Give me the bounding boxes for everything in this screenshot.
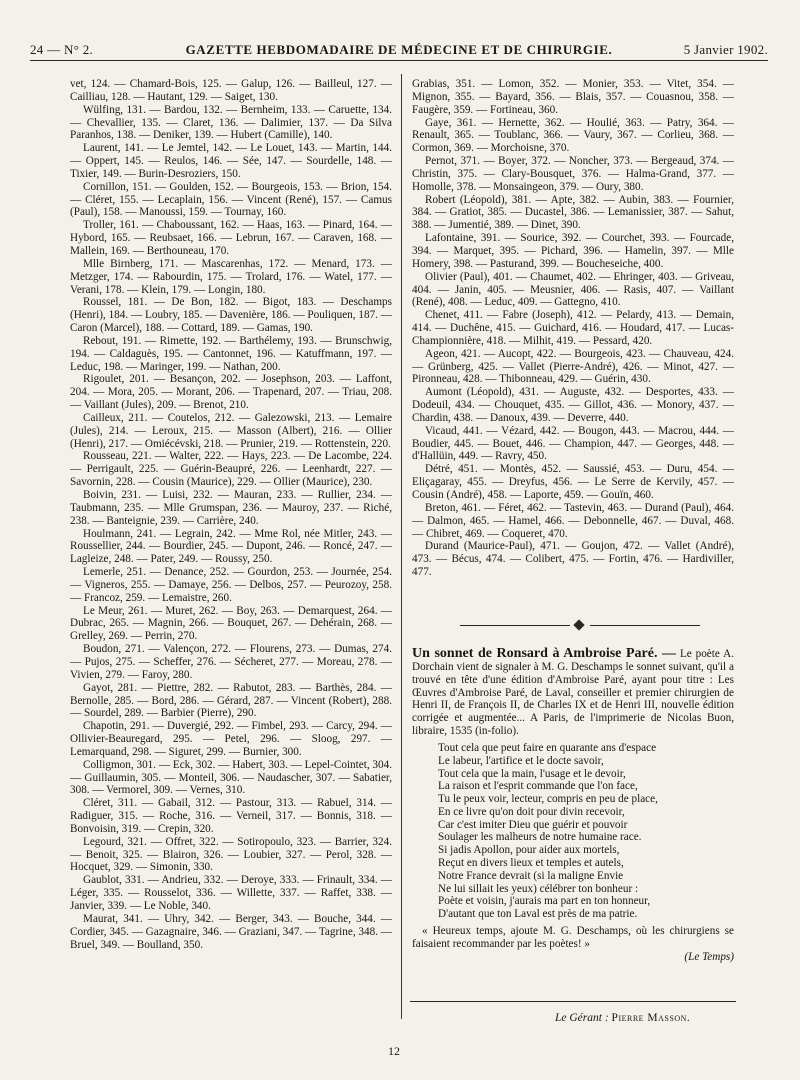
name-list-paragraph: Détré, 451. — Montès, 452. — Saussié, 453. — Duru, 454. — Eliçagaray, 455. — Dreyfus, 456. — Le Serre de Kervily, 457. — Cousin (André), 458. — Laporte, 459. — Gouïn, 460. — [412, 463, 734, 501]
poem-line: Poète et voisin, j'aurais ma part en ton honneur, — [438, 895, 651, 908]
name-list-paragraph: Colligmon, 301. — Eck, 302. — Habert, 303. — Lepel-Cointet, 304. — Guillaumin, 305. — Monteil, 306. — Naudascher, 307. — Sabatier, 308. — Vermorel, 309. — Vernes, 310. — [70, 758, 392, 797]
poem-line: La raison et l'esprit commande que l'on face, — [438, 780, 638, 793]
name-list-paragraph: Vicaud, 441. — Vézard, 442. — Bougon, 443. — Macrou, 444. — Boudier, 445. — Bouet, 446. — Champion, 447. — Georges, 448. — d'Hallüin, 449. — Ravry, 450. — [412, 424, 734, 463]
poem-line: Le labeur, l'artifice et le docte savoir, — [438, 754, 604, 767]
journal-title: GAZETTE HEBDOMADAIRE DE MÉDECINE ET DE CHIRURGIE. — [185, 42, 613, 57]
page-reference: 24 — N° 2. — [30, 42, 94, 57]
name-list-paragraph: Gayot, 281. — Piettre, 282. — Rabutot, 283. — Barthès, 284. — Bernolle, 285. — Bord, 286. — Gérard, 287. — Vincent (Robert), 288. — Sourdel, 289. — Barbier (Pierre), 290. — [70, 681, 392, 720]
name-list-paragraph: Lafontaine, 391. — Sourice, 392. — Courchet, 393. — Fourcade, 394. — Marquet, 395. — Pichard, 396. — Hamelin, 397. — Mlle Homery, 398. — Pasturand, 399. — Boucheseiche, 400. — [412, 232, 734, 270]
name-list-paragraph: Gaublot, 331. — Andrieu, 332. — Deroye, 333. — Frinault, 334. — Léger, 335. — Rousselot, 336. — Willette, 337. — Raffet, 338. — Janvier, 339. — Le Noble, 340. — [70, 874, 392, 912]
name-list-paragraph: Roussel, 181. — De Bon, 182. — Bigot, 183. — Deschamps (Henri), 184. — Loubry, 185. — Davenière, 186. — Pouliquen, 187. — Caron (Marcel), 188. — Cottard, 189. — Gamas, 190. — [70, 296, 392, 335]
name-list-paragraph: Cléret, 311. — Gabail, 312. — Pastour, 313. — Rabuel, 314. — Radiguer, 315. — Roche, 316. — Verneil, 317. — Bonnis, 318. — Bonvoisin, 319. — Crepin, 320. — [70, 797, 392, 835]
poem-line: D'autant que ton Laval est près de ma patrie. — [438, 908, 638, 921]
name-list-paragraph: Robert (Léopold), 381. — Apte, 382. — Aubin, 383. — Fournier, 384. — Gratiot, 385. — Ducastel, 386. — Lemanissier, 387. — Sahut, 388. — Jumentié, 389. — Dinet, 390. — [412, 193, 734, 232]
name-list-paragraph: Mlle Birnberg, 171. — Mascarenhas, 172. — Menard, 173. — Metzger, 174. — Rabourdin, 175. — Trolard, 176. — Watel, 177. — Verani, 178. — Klein, 179. — Longin, 180. — [70, 257, 392, 296]
column-divider — [401, 74, 402, 1019]
article-closing: « Heureux temps, ajoute M. G. Deschamps, où les chirurgiens se faisaient recommander par les poètes! » — [412, 925, 734, 950]
poem-line: Tout cela que la main, l'usage et le devoir, — [438, 767, 626, 780]
name-list-paragraph: Rebout, 191. — Rimette, 192. — Barthélemy, 193. — Brunschwig, 194. — Caldaguès, 195. — Cantonnet, 196. — Katuffmann, 197. — Leduc, 198. — Maringer, 199. — Nathan, 200. — [70, 334, 392, 373]
name-list-paragraph: Laurent, 141. — Le Jemtel, 142. — Le Louet, 143. — Martin, 144. — Oppert, 145. — Reulos, 146. — Sée, 147. — Sourdelle, 148. — Tixier, 149. — Burin-Desroziers, 150. — [70, 142, 392, 180]
name-list-paragraph: Maurat, 341. — Uhry, 342. — Berger, 343. — Bouche, 344. — Cordier, 345. — Gazagnaire, 346. — Graziani, 347. — Tagrine, 348. — Bruel, 349. — Boulland, 350. — [70, 912, 392, 951]
name-list-paragraph: Cailleux, 211. — Coutelos, 212. — Galezowski, 213. — Lemaire (Jules), 214. — Leroux, 215. — Masson (Albert), 216. — Ollier (Henri), 217. — Omiécévski, 218. — Prunier, 219. — Rottenstein, 220. — [70, 411, 392, 450]
name-list-paragraph: Boudon, 271. — Valençon, 272. — Flourens, 273. — Dumas, 274. — Pujos, 275. — Scheffer, 276. — Sécheret, 277. — Moreau, 278. — Vivien, 279. — Faroy, 280. — [70, 643, 392, 681]
name-list-paragraph: Gaye, 361. — Hernette, 362. — Houlié, 363. — Patry, 364. — Renault, 365. — Toublanc, 366. — Vaury, 367. — Corlieu, 368. — Cormon, 369. — Morchoisne, 370. — [412, 116, 734, 155]
name-list-paragraph: Troller, 161. — Chaboussant, 162. — Haas, 163. — Pinard, 164. — Hybord, 165. — Reubsaet, 166. — Lebrun, 167. — Caraven, 168. — Mallein, 169. — Berthouneau, 170. — [70, 219, 392, 257]
ornament-diamond-icon — [573, 619, 584, 630]
name-list-paragraph: Ageon, 421. — Aucopt, 422. — Bourgeois, 423. — Chauveau, 424. — Grünberg, 425. — Vallet (Pierre-André), 426. — Minot, 427. — Pironneau, 428. — Thibonneau, 429. — Guérin, 430. — [412, 347, 734, 386]
article-source: (Le Temps) — [684, 950, 734, 963]
publisher-signature — [555, 1012, 690, 1024]
article-intro: Le poète A. Dorchain vient de signaler à M. G. Deschamps le sonnet suivant, qu'il a trouvé en tête d'une édition d'Ambroise Paré, ayant pour titre : Les Œuvres d'Ambroise Paré, de Laval, conseiller et premier chirurgien de Henri II, de François II, de Charles IX et de Henri III, nouvelle édition corrigée et augmentée... A Paris, de l'imprimerie de Nicolas Buon, libraire, 1535 (in-folio). — [412, 648, 734, 738]
name-list-paragraph: Rousseau, 221. — Walter, 222. — Hays, 223. — De Lacombe, 224. — Perrigault, 225. — Guérin-Beaupré, 226. — Leenhardt, 227. — Savornin, 228. — Cousin (Maurice), 229. — Ollier (Maurice), 230. — [70, 450, 392, 489]
name-list-paragraph: Durand (Maurice-Paul), 471. — Goujon, 472. — Vallet (André), 473. — Bécus, 474. — Colibert, 475. — Fortin, 476. — Hardiviller, 477. — [412, 540, 734, 579]
name-list-paragraph: Legourd, 321. — Offret, 322. — Sotiropoulo, 323. — Barrier, 324. — Benoit, 325. — Blairon, 326. — Loubier, 327. — Perol, 328. — Hocquet, 329. — Simonin, 330. — [70, 835, 392, 874]
name-list-paragraph: Lemerle, 251. — Denance, 252. — Gourdon, 253. — Journée, 254. — Vigneros, 255. — Damaye, 256. — Delbos, 257. — Peurozoy, 258. — Francoz, 259. — Lemaistre, 260. — [70, 566, 392, 604]
poem-line: Reçut en divers lieux et temples et autels, — [438, 857, 624, 870]
name-list-paragraph: Chenet, 411. — Fabre (Joseph), 412. — Pelardy, 413. — Demain, 414. — Duchêne, 415. — Guichard, 416. — Houdard, 417. — Lucas-Championnière, 418. — Milhit, 419. — Pessard, 420. — [412, 309, 734, 347]
gerant-name: Pierre Masson. — [611, 1012, 691, 1024]
name-list-paragraph: Boivin, 231. — Luisi, 232. — Mauran, 233. — Rullier, 234. — Taubmann, 235. — Mlle Grumspan, 236. — Mauroy, 237. — Riché, 238. — Banteignie, 239. — Carrière, 240. — [70, 489, 392, 527]
name-list-paragraph: Grabias, 351. — Lomon, 352. — Monier, 353. — Vitet, 354. — Mignon, 355. — Bayard, 356. — Blais, 357. — Couasnou, 358. — Faugère, 359. — Fortineau, 360. — [412, 78, 734, 116]
left-column — [70, 78, 392, 1016]
page-header — [30, 38, 768, 61]
poem-line: Tout cela que peut faire en quarante ans d'espace — [438, 741, 657, 754]
name-list-paragraph: Aumont (Léopold), 431. — Auguste, 432. — Desportes, 433. — Dodeuil, 434. — Chouquet, 435. — Gillot, 436. — Monory, 437. — Chardin, 438. — Danoux, 439. — Deverre, 440. — [412, 386, 734, 424]
gerant-label: Le Gérant : — [555, 1012, 609, 1024]
name-list-paragraph: Pernot, 371. — Boyer, 372. — Noncher, 373. — Bergeaud, 374. — Christin, 375. — Clary-Bousquet, 376. — Halma-Grand, 377. — Homolle, 378. — Monsaingeon, 379. — Oury, 380. — [412, 155, 734, 193]
ornament-line-left — [460, 625, 570, 626]
sonnet-article — [412, 648, 734, 964]
footer-rule — [410, 1001, 736, 1002]
name-list-paragraph: Le Meur, 261. — Muret, 262. — Boy, 263. — Demarquest, 264. — Dubrac, 265. — Magnin, 266. — Bouquet, 267. — Dehérain, 268. — Grelley, 269. — Perrin, 270. — [70, 604, 392, 643]
name-list-paragraph: Cornillon, 151. — Goulden, 152. — Bourgeois, 153. — Brion, 154. — Cléret, 155. — Lecaplain, 156. — Vincent (René), 157. — Camus (Paul), 158. — Manoussi, 159. — Tournay, 160. — [70, 180, 392, 219]
poem-line: En ce livre qu'on doit pour divin recevoir, — [438, 805, 625, 818]
poem-line: Soulager les malheurs de notre humaine race. — [438, 831, 642, 844]
article-headline: Un sonnet de Ronsard à Ambroise Paré. — — [412, 646, 677, 661]
poem-line: Tu le peux voir, lecteur, compris en peu de place, — [438, 793, 658, 806]
issue-date: 5 Janvier 1902. — [683, 42, 768, 57]
name-list-paragraph: Chapotin, 291. — Duvergié, 292. — Fimbel, 293. — Carcy, 294. — Ollivier-Beauregard, 295. — Petel, 296. — Sloog, 297. — Lemarquand, 298. — Siguret, 299. — Burnier, 300. — [70, 720, 392, 758]
article-intro-paragraph — [412, 648, 734, 738]
name-list-paragraph: Wülfing, 131. — Bardou, 132. — Bernheim, 133. — Caruette, 134. — Chevallier, 135. — Claret, 136. — Dalimier, 137. — Da Silva Paranhos, 138. — Deniker, 139. — Hubert (Camille), 140. — [70, 103, 392, 142]
page-mark: 12 — [388, 1044, 400, 1058]
right-column — [412, 78, 734, 638]
section-ornament — [460, 620, 700, 632]
name-list-paragraph: vet, 124. — Chamard-Bois, 125. — Galup, 126. — Bailleul, 127. — Cailliau, 128. — Hautant, 129. — Saiget, 130. — [70, 78, 392, 103]
poem-line: Notre France devrait (si la maligne Envie — [438, 869, 624, 882]
name-list-paragraph: Breton, 461. — Féret, 462. — Tastevin, 463. — Durand (Paul), 464. — Dalmon, 465. — Hamel, 466. — Debonnelle, 467. — Duval, 468. — Chibret, 469. — Coqueret, 470. — [412, 501, 734, 540]
poem-line: Si jadis Apollon, pour aider aux mortels, — [438, 844, 620, 857]
poem-line: Car c'est imiter Dieu que guérir et pouvoir — [438, 818, 628, 831]
ornament-line-right — [590, 625, 700, 626]
name-list-paragraph: Rigoulet, 201. — Besançon, 202. — Josephson, 203. — Laffont, 204. — Mora, 205. — Morant, 206. — Trapenard, 207. — Triau, 208. — Vaillant (Jules), 209. — Brenot, 210. — [70, 373, 392, 412]
poem-line: Ne lui sillait les yeux) célébrer ton bonheur : — [438, 882, 639, 895]
name-list-paragraph: Olivier (Paul), 401. — Chaumet, 402. — Ehringer, 403. — Griveau, 404. — Janin, 405. — Meusnier, 406. — Rasis, 407. — Vaillant (René), 408. — Leduc, 409. — Gattegno, 410. — [412, 270, 734, 309]
sonnet-poem — [438, 742, 734, 921]
name-list-paragraph: Houlmann, 241. — Legrain, 242. — Mme Rol, née Mitler, 243. — Roussellier, 244. — Bourdier, 245. — Dupont, 246. — Roncé, 247. — Lagleize, 248. — Pater, 249. — Roussy, 250. — [70, 527, 392, 566]
